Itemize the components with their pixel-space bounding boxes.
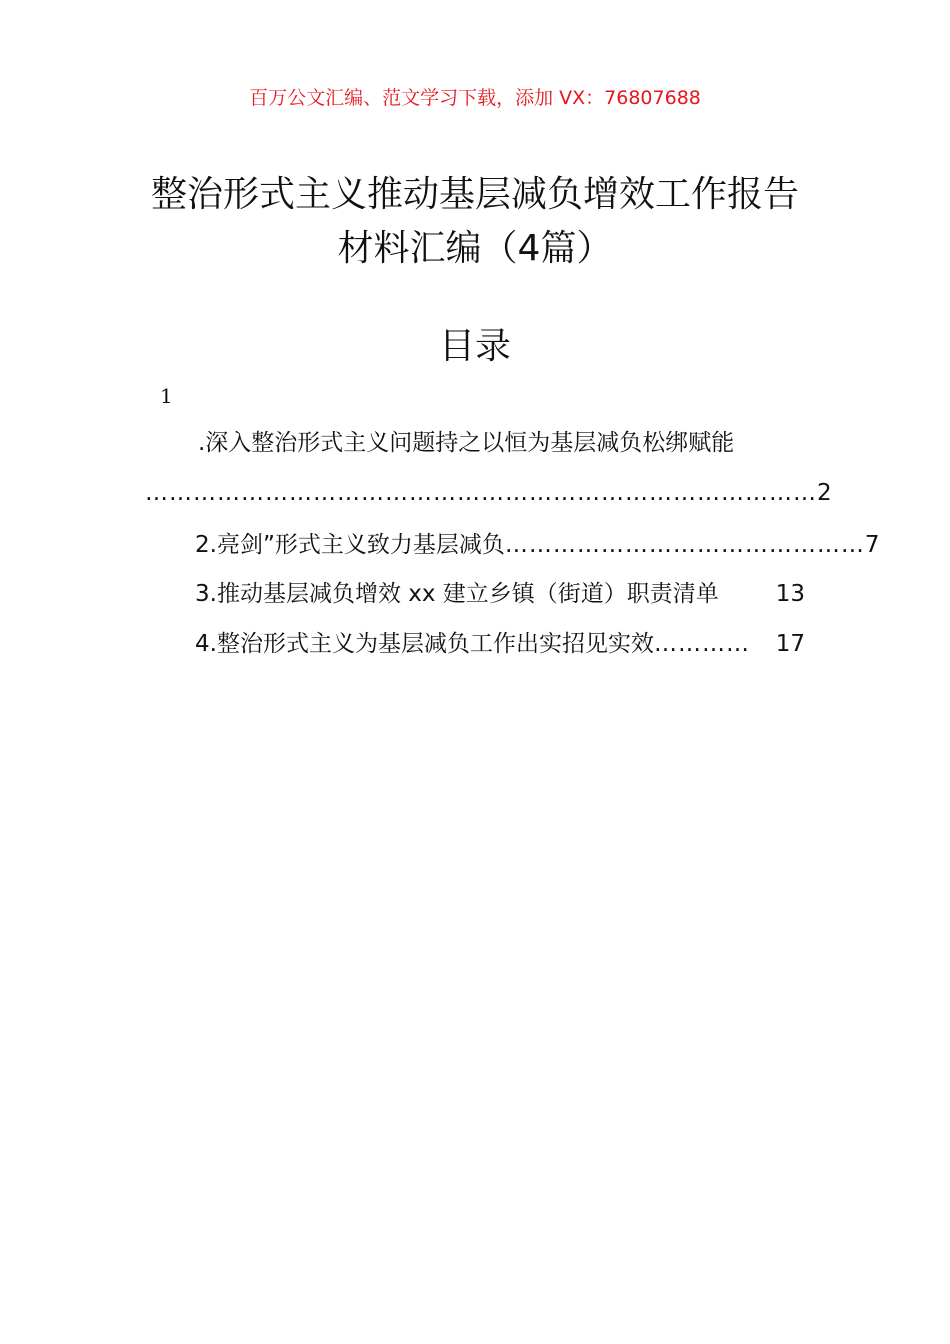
toc-entry-2[interactable] <box>195 527 880 563</box>
toc-entry-4[interactable] <box>195 626 805 662</box>
toc-entry-4-page: 17 <box>775 631 805 657</box>
toc-entry-3[interactable] <box>195 576 805 612</box>
header-note: 百万公文汇编、范文学习下载，添加 VX：76807688 <box>249 87 701 109</box>
toc-entry-1-leader: ………………………………………………………………………… <box>145 480 817 506</box>
document-title-line-1: 整治形式主义推动基层减负增效工作报告 <box>150 174 799 215</box>
toc-entry-4-title: 4.整治形式主义为基层减负工作出实招见实效 <box>195 631 654 657</box>
toc-entry-4-leader: ………… <box>653 631 750 657</box>
toc-entry-1-number: 1 <box>160 384 173 408</box>
toc-entry-1-leader-row[interactable] <box>145 475 832 511</box>
document-title-line-2: 材料汇编（4篇） <box>337 228 613 269</box>
toc-entry-1-page: 2 <box>817 480 832 506</box>
toc-entry-3-title: 3.推动基层减负增效 xx 建立乡镇（街道）职责清单 <box>195 581 719 607</box>
document-title <box>100 168 850 276</box>
toc-entry-2-leader: ……………………………………… <box>504 532 865 558</box>
toc-entry-2-page: 7 <box>864 532 880 558</box>
toc-entry-2-title: 2.亮剑”形式主义致力基层减负 <box>195 532 505 558</box>
toc-entry-1[interactable] <box>198 425 734 461</box>
toc-entry-3-page: 13 <box>775 581 805 607</box>
toc-heading: 目录 <box>438 326 511 367</box>
toc-entry-1-title: .深入整治形式主义问题持之以恒为基层减负松绑赋能 <box>198 430 735 456</box>
